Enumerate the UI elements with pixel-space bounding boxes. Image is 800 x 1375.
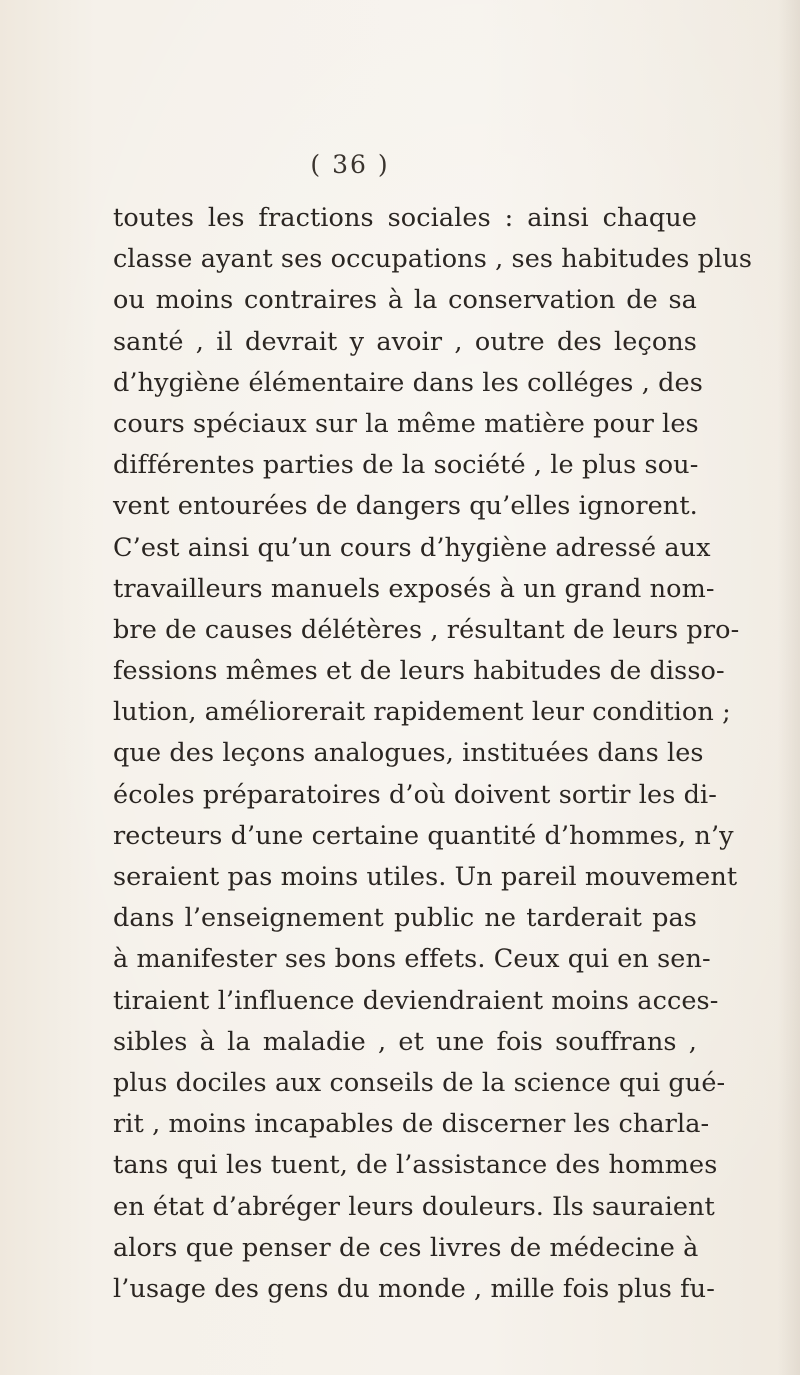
text-line: que des leçons analogues, instituées dans les [113, 738, 704, 769]
text-line: ou moins contraires à la conservation de sa [113, 285, 697, 316]
text-line: C’est ainsi qu’un cours d’hygiène adressé aux [113, 532, 711, 563]
text-line: différentes parties de la société , le plus sou- [113, 450, 699, 481]
text-line: cours spéciaux sur la même matière pour les [113, 408, 699, 439]
text-line: alors que penser de ces livres de médecine à [113, 1232, 699, 1263]
text-line: bre de causes délétères , résultant de leurs pro- [113, 614, 740, 645]
page-edge-shadow [778, 0, 800, 1375]
text-line: seraient pas moins utiles. Un pareil mouvement [113, 862, 738, 892]
text-line: rit , moins incapables de discerner les charla- [113, 1109, 710, 1140]
text-line: d’hygiène élémentaire dans les colléges , des [113, 367, 703, 398]
text-line: tiraient l’influence deviendraient moins acces- [113, 985, 719, 1016]
text-line: travailleurs manuels exposés à un grand nom- [113, 573, 715, 604]
text-line: écoles préparatoires d’où doivent sortir les di- [113, 779, 717, 810]
text-line: santé , il devrait y avoir , outre des leçons [113, 326, 697, 357]
text-line: vent entourées de dangers qu’elles ignorent. [113, 491, 698, 522]
text-line: plus dociles aux conseils de la science qui gué- [113, 1067, 726, 1098]
text-line: classe ayant ses occupations , ses habitudes plus [113, 244, 753, 275]
text-line: tans qui les tuent, de l’assistance des hommes [113, 1150, 718, 1181]
text-line: lution, améliorerait rapidement leur condition ; [113, 697, 731, 728]
text-line: recteurs d’une certaine quantité d’hommes, n’y [113, 820, 734, 851]
text-line: à manifester ses bons effets. Ceux qui en sen- [113, 944, 711, 975]
text-line: fessions mêmes et de leurs habitudes de disso- [113, 656, 725, 687]
text-line: en état d’abréger leurs douleurs. Ils sauraient [113, 1191, 715, 1222]
text-line: toutes les fractions sociales : ainsi chaque [113, 203, 697, 233]
text-line: l’usage des gens du monde , mille fois plus fu- [113, 1273, 715, 1304]
body-text [113, 198, 753, 1310]
text-line: dans l’enseignement public ne tarderait pas [113, 903, 697, 934]
text-line: sibles à la maladie , et une fois souffrans , [113, 1026, 697, 1057]
page-number: ( 36 ) [310, 150, 390, 179]
